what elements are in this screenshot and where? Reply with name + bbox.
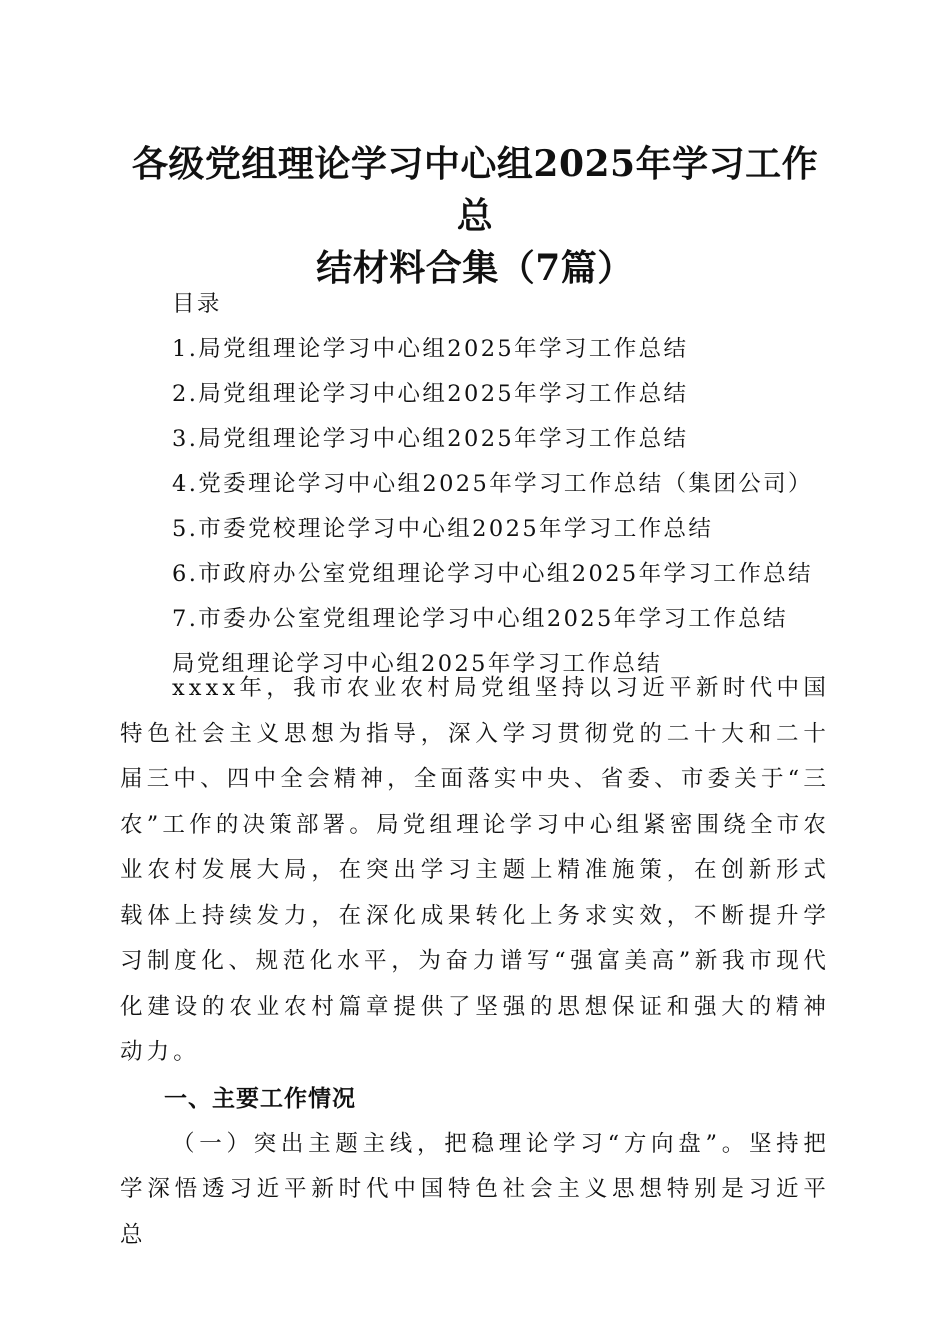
toc-item-1[interactable]: 1.局党组理论学习中心组2025年学习工作总结 [172,336,689,362]
intro-paragraph: xxxx年，我市农业农村局党组坚持以习近平新时代中国特色社会主义思想为指导，深入学习贯彻党的二十大和二十届三中、四中全会精神，全面落实中央、省委、市委关于“三农”工作的决策部署。局党组理论学习中心组紧密围绕全市农业农村发展大局，在突出学习主题上精准施策，在创新形式载体上持续发力，在深化成果转化上务求实效，不断提升学习制度化、规范化水平，为奋力谱写“强富美高”新我市现代化建设的农业农村篇章提供了坚强的思想保证和强大的精神动力。 [120,675,830,1065]
document-body [120,666,830,1258]
toc-item-5[interactable]: 5.市委党校理论学习中心组2025年学习工作总结 [172,516,714,542]
section-title: 局党组理论学习中心组2025年学习工作总结 [172,651,663,677]
heading-main-work: 一、主要工作情况 [164,1084,356,1112]
toc-item-7[interactable]: 7.市委办公室党组理论学习中心组2025年学习工作总结 [172,606,789,632]
document-title [120,138,830,294]
toc-item-3[interactable]: 3.局党组理论学习中心组2025年学习工作总结 [172,426,689,452]
toc-item-4[interactable]: 4.党委理论学习中心组2025年学习工作总结（集团公司） [172,471,813,497]
table-of-contents [172,282,852,687]
toc-item-6[interactable]: 6.市政府办公室党组理论学习中心组2025年学习工作总结 [172,561,813,587]
paragraph-theme: （一）突出主题主线，把稳理论学习“方向盘”。坚持把学深悟透习近平新时代中国特色社会主义思想特别是习近平总 [120,1130,830,1248]
toc-heading: 目录 [172,291,222,317]
title-line-1: 各级党组理论学习中心组2025年学习工作总 [131,143,819,237]
title-line-2: 结材料合集（7篇） [316,247,634,289]
toc-item-2[interactable]: 2.局党组理论学习中心组2025年学习工作总结 [172,381,689,407]
